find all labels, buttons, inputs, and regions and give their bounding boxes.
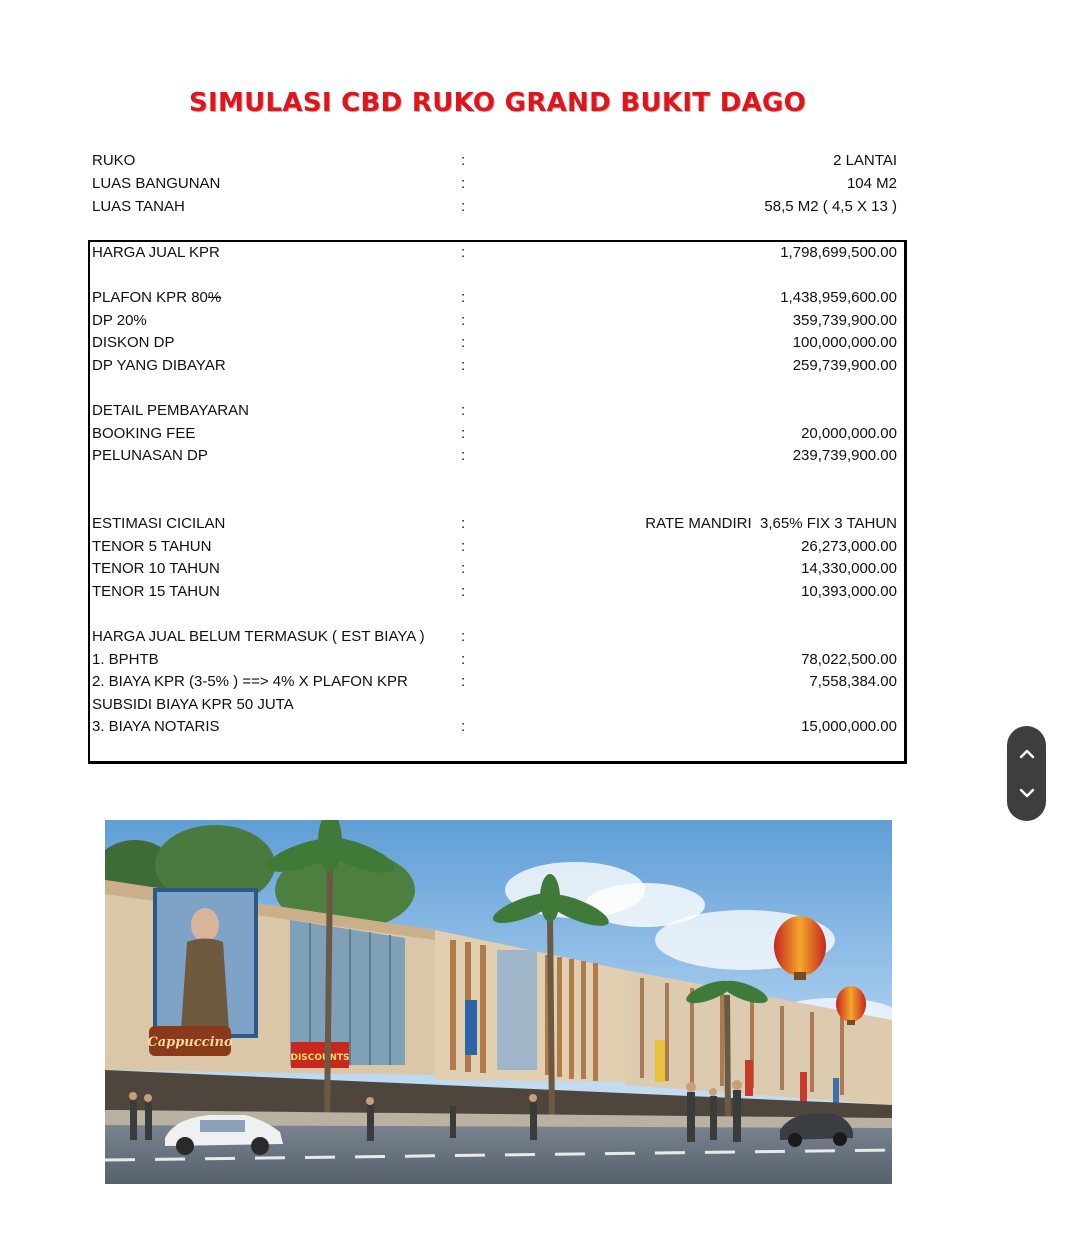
separator: :	[461, 357, 466, 374]
row-subsidi	[92, 694, 897, 716]
row-dp	[92, 310, 897, 332]
separator: :	[461, 583, 466, 600]
row-value: 7,558,384.00	[809, 673, 897, 690]
separator: :	[461, 560, 466, 577]
row-label: DP 20%	[92, 312, 147, 329]
separator: :	[461, 718, 466, 735]
row-value: 100,000,000.00	[792, 334, 897, 351]
separator: :	[461, 402, 466, 419]
row-value: 239,739,900.00	[792, 447, 897, 464]
separator: :	[461, 312, 466, 329]
row-pelunasan-dp	[92, 445, 897, 467]
row-value: 259,739,900.00	[792, 357, 897, 374]
row-label: HARGA JUAL KPR	[92, 244, 220, 261]
row-estimasi-cicilan	[92, 513, 897, 535]
ruko-rendering-image	[105, 820, 892, 1184]
discounts-sign: DISCOUNTS	[290, 1053, 350, 1063]
row-harga-belum-termasuk	[92, 626, 897, 648]
row-label: PELUNASAN DP	[92, 447, 208, 464]
row-value: 10,393,000.00	[801, 583, 897, 600]
row-label: DISKON DP	[92, 334, 175, 351]
row-label: TENOR 15 TAHUN	[92, 583, 220, 600]
separator: :	[461, 628, 466, 645]
row-label: DETAIL PEMBAYARAN	[92, 402, 249, 419]
row-value: 26,273,000.00	[801, 538, 897, 555]
spec-value: 2 LANTAI	[833, 152, 897, 169]
spec-row-luas-tanah	[92, 196, 897, 218]
row-label: 1. BPHTB	[92, 651, 159, 668]
page-scroll-widget	[1007, 726, 1046, 821]
separator: :	[461, 425, 466, 442]
row-label-main: PLAFON KPR 80	[92, 289, 208, 306]
separator: :	[461, 673, 466, 690]
separator: :	[461, 334, 466, 351]
separator: :	[461, 538, 466, 555]
row-label: BOOKING FEE	[92, 425, 196, 442]
chevron-up-icon	[1018, 748, 1036, 760]
separator: :	[461, 244, 466, 261]
separator: :	[461, 447, 466, 464]
row-value: 15,000,000.00	[801, 718, 897, 735]
row-tenor-5	[92, 536, 897, 558]
scroll-down-button[interactable]	[1007, 773, 1046, 813]
row-detail-pembayaran	[92, 400, 897, 422]
separator: :	[461, 289, 466, 306]
row-value: 14,330,000.00	[801, 560, 897, 577]
row-biaya-kpr	[92, 671, 897, 693]
spec-value: 58,5 M2 ( 4,5 X 13 )	[764, 198, 897, 215]
row-label: TENOR 5 TAHUN	[92, 538, 212, 555]
chevron-down-icon	[1018, 787, 1036, 799]
row-label: DP YANG DIBAYAR	[92, 357, 226, 374]
document-title: SIMULASI CBD RUKO GRAND BUKIT DAGO	[188, 88, 807, 118]
row-value: 1,798,699,500.00	[780, 244, 897, 261]
separator: :	[461, 152, 466, 169]
spec-row-luas-bangunan	[92, 173, 897, 195]
row-booking-fee	[92, 423, 897, 445]
spec-label: RUKO	[92, 152, 136, 169]
row-bphtb	[92, 649, 897, 671]
row-plafon-kpr	[92, 287, 897, 309]
spec-label: LUAS BANGUNAN	[92, 175, 221, 192]
spec-value: 104 M2	[846, 175, 897, 192]
row-diskon-dp	[92, 332, 897, 354]
row-harga-jual	[92, 242, 897, 264]
row-dp-dibayar	[92, 355, 897, 377]
row-label-struck: %	[207, 289, 222, 306]
row-value: 1,438,959,600.00	[780, 289, 897, 306]
cappuccino-sign: Cappuccino	[147, 1035, 233, 1050]
row-value: 78,022,500.00	[801, 651, 897, 668]
row-value: RATE MANDIRI 3,65% FIX 3 TAHUN	[645, 515, 897, 532]
separator: :	[461, 515, 466, 532]
row-value: 20,000,000.00	[801, 425, 897, 442]
row-biaya-notaris	[92, 716, 897, 738]
row-tenor-10	[92, 558, 897, 580]
row-label: ESTIMASI CICILAN	[92, 515, 226, 532]
row-label: 3. BIAYA NOTARIS	[92, 718, 220, 735]
row-tenor-15	[92, 581, 897, 603]
scroll-up-button[interactable]	[1007, 734, 1046, 774]
row-label: 2. BIAYA KPR (3-5% ) ==> 4% X PLAFON KPR	[92, 673, 408, 690]
row-label: HARGA JUAL BELUM TERMASUK ( EST BIAYA )	[92, 628, 425, 645]
spec-label: LUAS TANAH	[92, 198, 185, 215]
separator: :	[461, 651, 466, 668]
row-label: SUBSIDI BIAYA KPR 50 JUTA	[92, 696, 294, 713]
row-value: 359,739,900.00	[792, 312, 897, 329]
separator: :	[461, 198, 466, 215]
row-label	[92, 287, 221, 309]
row-label: TENOR 10 TAHUN	[92, 560, 220, 577]
spec-row-ruko	[92, 150, 897, 172]
separator: :	[461, 175, 466, 192]
